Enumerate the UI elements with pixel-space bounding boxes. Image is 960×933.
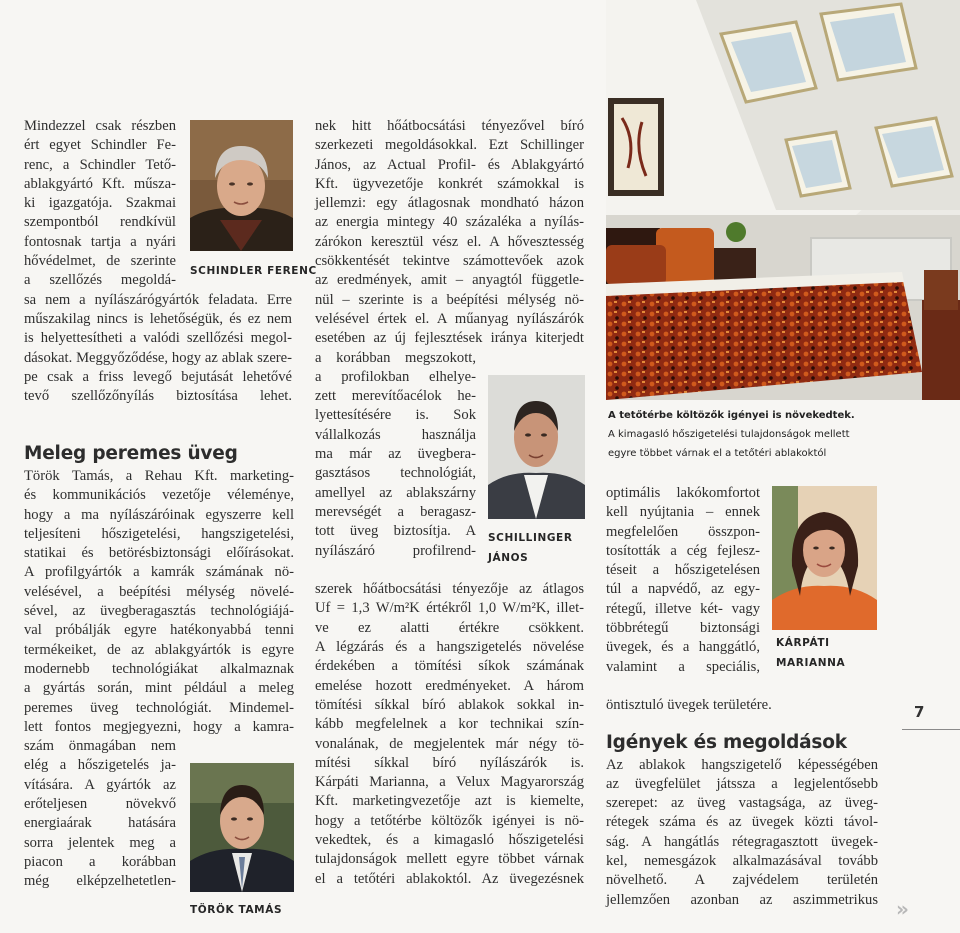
- text-line: el a tetőtéri ablakoktól. Az üvegezésnek: [315, 870, 584, 887]
- text-line: teljesíteni hőszigetelési, hangszigetelési,: [24, 525, 294, 542]
- col1-body-narrow-text: [24, 737, 176, 891]
- page-number-rule: [902, 729, 960, 730]
- text-line: nül – szerinte is a beépítési mélység nö-: [315, 291, 584, 308]
- text-line: kell nyújtania – ennek: [606, 504, 760, 521]
- text-line: tosították a cég fejlesz-: [606, 542, 760, 559]
- column-2-bottom: [315, 580, 584, 889]
- col2-narrow-text: [315, 349, 476, 561]
- caption-karpati-line2: MARIANNA: [776, 657, 846, 669]
- text-line: többrétegű biztonsági: [606, 620, 760, 637]
- heading-meleg-peremes-uveg: Meleg peremes üveg: [24, 443, 238, 464]
- text-line: hővédelmet, de szerinte: [24, 253, 176, 270]
- photo-schillinger-janos: [488, 375, 585, 519]
- text-line: Mindezzel csak részben: [24, 118, 176, 134]
- text-line: ablakgyártó Kft. műsza-: [24, 175, 176, 192]
- text-line: ma már az üvegbera-: [315, 446, 476, 463]
- text-line: elég a hőszigetelés ja-: [24, 757, 176, 774]
- text-line: merevségét a beragasz-: [315, 503, 476, 520]
- column-2-top: [315, 117, 584, 349]
- text-line: szám önmagában nem: [24, 738, 176, 755]
- text-line: amellyel az ablakszárny: [315, 484, 476, 501]
- text-line: tömítési síkkal bíró ablakok sokkal in-: [315, 696, 584, 713]
- text-line: még elképzelhetetlen-: [24, 873, 176, 890]
- text-line: műszakilag nincs is lehetőségük, és ez nem: [24, 310, 292, 327]
- text-line: nek hitt hőátbocsátási tényezővel bíró: [315, 118, 584, 134]
- text-line: peremes üveg technológiát. Mindemel-: [24, 699, 294, 716]
- text-line: a profilokban elhelye-: [315, 368, 476, 385]
- text-line: hogy a tetőtérbe költözők igényei is nö-: [315, 812, 584, 829]
- text-line: is helyettesítheti a valódi szellőzési megol-: [24, 330, 292, 347]
- room-caption-bold: A tetőtérbe költözők igényei is növekedtek.: [608, 410, 855, 421]
- room-caption-line-1: A kimagasló hőszigetelési tulajdonságok mellett: [608, 429, 850, 440]
- col1-body-full-text: [24, 467, 294, 737]
- text-line: tott üveg biztosítja. A: [315, 523, 476, 540]
- text-line: zett merevítőacélok he-: [315, 388, 476, 405]
- text-line: szerkezeti megoldásokkal. Ezt Schillinger: [315, 137, 584, 154]
- col2-bottom-text: [315, 580, 584, 889]
- text-line: vállalkozás használja: [315, 426, 476, 443]
- text-line: ság. A hangátlás rétegragasztott üvegek-: [606, 833, 878, 850]
- text-line: az energia mintegy 40 százaléka a nyílás-: [315, 214, 584, 231]
- col3-body-text: [606, 756, 878, 910]
- text-line: tevő szellőzőnyílás biztosítása lehet.: [24, 388, 292, 405]
- text-line: csökkentését tekintve számottevőek azok: [315, 253, 584, 270]
- text-line: modernebb technológiákat alkalmaznak: [24, 660, 294, 677]
- text-line: Az ablakok hangszigetelő képességében: [606, 756, 878, 773]
- text-line: Török Tamás, a Rehau Kft. marketing-: [24, 468, 294, 484]
- text-line: tulajdonságok mellett egyre többet várnak: [315, 851, 584, 868]
- text-line: a korábban megszokott,: [315, 349, 476, 366]
- text-line: öntisztuló üvegek területére.: [606, 697, 772, 714]
- text-line: emelése hozott eredményeket. A három: [315, 677, 584, 694]
- text-line: fontosnak tartja a nyári: [24, 233, 176, 250]
- text-line: a szellőzés megoldá-: [24, 272, 176, 289]
- text-line: Kft. marketingvezetője azt is kiemelte,: [315, 793, 584, 810]
- column-3-narrow-tail: [606, 696, 896, 715]
- text-line: érdekében a tömítési síkok számának: [315, 658, 584, 675]
- text-line: hogy a ma nyílászáróinak egyszerre kell: [24, 506, 294, 523]
- text-line: velésével értek el. A műanyag nyílászárók: [315, 310, 584, 327]
- text-line: szerek hőátbocsátási tényezője az átlagos: [315, 581, 584, 598]
- col1-intro-narrow-text: [24, 117, 176, 291]
- text-line: kel, nemesgázok alkalmazásával tovább: [606, 852, 878, 869]
- text-line: piacon a korábban: [24, 853, 176, 870]
- text-line: ki igazgatója. Szakmai: [24, 195, 176, 212]
- text-line: lett fontos megjegyezni, hogy a kamra-: [24, 718, 294, 735]
- col1-intro-full-text: [24, 291, 292, 407]
- column-1-intro-full: [24, 291, 292, 407]
- photo-karpati-marianna: [772, 486, 877, 630]
- text-line: vekedtek, és a kimagasló hőszigetelési: [315, 832, 584, 849]
- text-line: zárókon keresztül vész el. A hővesztesség: [315, 233, 584, 250]
- text-line: az eredmények, amit – anyagtól függetle-: [315, 272, 584, 289]
- text-line: János, az Actual Profil- és Ablakgyártó: [315, 156, 584, 173]
- text-line: jellemzően azonban az aszimmetrikus: [606, 891, 878, 908]
- text-line: jellemzi: egy átlagosnak mondható házon: [315, 195, 584, 212]
- text-line: vonalának, de megjelentek már négy tö-: [315, 735, 584, 752]
- text-line: Kárpáti Marianna, a Velux Magyarország: [315, 774, 584, 791]
- room-caption-line-2: egyre többet várnak el a tetőtéri ablakoktól: [608, 448, 827, 459]
- caption-torok-tamas: TÖRÖK TAMÁS: [190, 904, 283, 916]
- text-line: sa nem a nyílászárógyártók feladata. Erre: [24, 291, 292, 308]
- column-1-body-full: [24, 467, 294, 737]
- col2-top-text: [315, 117, 584, 349]
- column-1-intro-narrow: [24, 117, 176, 291]
- room-photo-caption: [608, 406, 960, 463]
- text-line: renc, a Schindler Tető-: [24, 156, 176, 173]
- text-line: téseit a hőszigetelésen: [606, 562, 760, 579]
- text-line: statikai és betörésbiztonsági előírásokat.: [24, 545, 294, 562]
- text-line: vítására. A gyártók az: [24, 776, 176, 793]
- text-line: mítési síkkal bíró nyílászárók is.: [315, 754, 584, 771]
- text-line: A légzárás és a hangszigetelés növelése: [315, 639, 584, 656]
- text-line: nyílászáró profilrend-: [315, 542, 476, 559]
- column-3-body: [606, 756, 878, 910]
- col3-narrow-text: [606, 484, 760, 677]
- caption-schillinger-line1: SCHILLINGER: [488, 532, 573, 544]
- photo-schindler-ferenc: [190, 120, 293, 251]
- heading-igenyek-es-megoldasok: Igények és megoldások: [606, 732, 847, 753]
- text-line: növelhető. A zajvédelem területén: [606, 872, 878, 889]
- text-line: Uf = 1,3 W/m²K értékről 1,0 W/m²K, illet-: [315, 600, 584, 617]
- text-line: velésével, a beépítési mélység növelé-: [24, 583, 294, 600]
- text-line: az üvegfelület játssza a legjelentősebb: [606, 775, 878, 792]
- text-line: optimális lakókomfortot: [606, 485, 760, 501]
- col3-narrow-tail-text: [606, 696, 896, 715]
- column-1-body-narrow: [24, 737, 176, 891]
- caption-karpati-line1: KÁRPÁTI: [776, 637, 830, 649]
- caption-schindler-ferenc: SCHINDLER FERENC: [190, 265, 317, 277]
- text-line: a gyártás során, mint például a meleg: [24, 680, 294, 697]
- photo-torok-tamas: [190, 763, 294, 892]
- column-3-narrow: [606, 484, 760, 677]
- text-line: lyettesítésére is. Sok: [315, 407, 476, 424]
- text-line: és kommunikációs vezetője véleménye,: [24, 487, 294, 504]
- text-line: gasztásos technológiát,: [315, 465, 476, 482]
- text-line: ért egyet Schindler Fe-: [24, 137, 176, 154]
- caption-karpati-marianna: [776, 633, 845, 673]
- text-line: dásokat. Meggyőződése, hogy az ablak szere-: [24, 349, 292, 366]
- continue-marker: »: [896, 897, 906, 921]
- text-line: szempontból rendkívül: [24, 214, 176, 231]
- text-line: energiaárak hatására: [24, 815, 176, 832]
- text-line: sével, az üvegberagasztás technológiájá-: [24, 603, 294, 620]
- text-line: esetében az új fejlesztések iránya kiterjedt: [315, 330, 584, 347]
- text-line: túl a napvédő, az egy-: [606, 581, 760, 598]
- text-line: kább megfelelnek a kor technikai szín-: [315, 716, 584, 733]
- caption-schillinger-line2: JÁNOS: [488, 552, 529, 564]
- text-line: ve ez alatti értékre csökkent.: [315, 619, 584, 636]
- text-line: erőteljesen növekvő: [24, 796, 176, 813]
- text-line: sorra jelentek meg a: [24, 834, 176, 851]
- text-line: pe csak a friss levegő bejutását lehetővé: [24, 368, 292, 385]
- text-line: termékeiket, de az ablakgyártók is egyre: [24, 641, 294, 658]
- column-2-narrow: [315, 349, 476, 561]
- text-line: valamint a speciális,: [606, 658, 760, 675]
- text-line: A profilgyártók a kamrák számának nö-: [24, 564, 294, 581]
- caption-schillinger-janos: [488, 528, 573, 568]
- text-line: megfelelően összpon-: [606, 523, 760, 540]
- text-line: val próbálják egyre hatékonyabbá tenni: [24, 622, 294, 639]
- text-line: rétegű, illetve két- vagy: [606, 600, 760, 617]
- text-line: üvegek, és a hanggátló,: [606, 639, 760, 656]
- text-line: rétegek száma és az üvegek közti távol-: [606, 814, 878, 831]
- text-line: szerepet: az üveg vastagsága, az üveg-: [606, 795, 878, 812]
- photo-attic-bedroom: [606, 0, 960, 400]
- page-number: 7: [914, 703, 925, 721]
- text-line: Kft. ügyvezetője konkrét számokkal is: [315, 175, 584, 192]
